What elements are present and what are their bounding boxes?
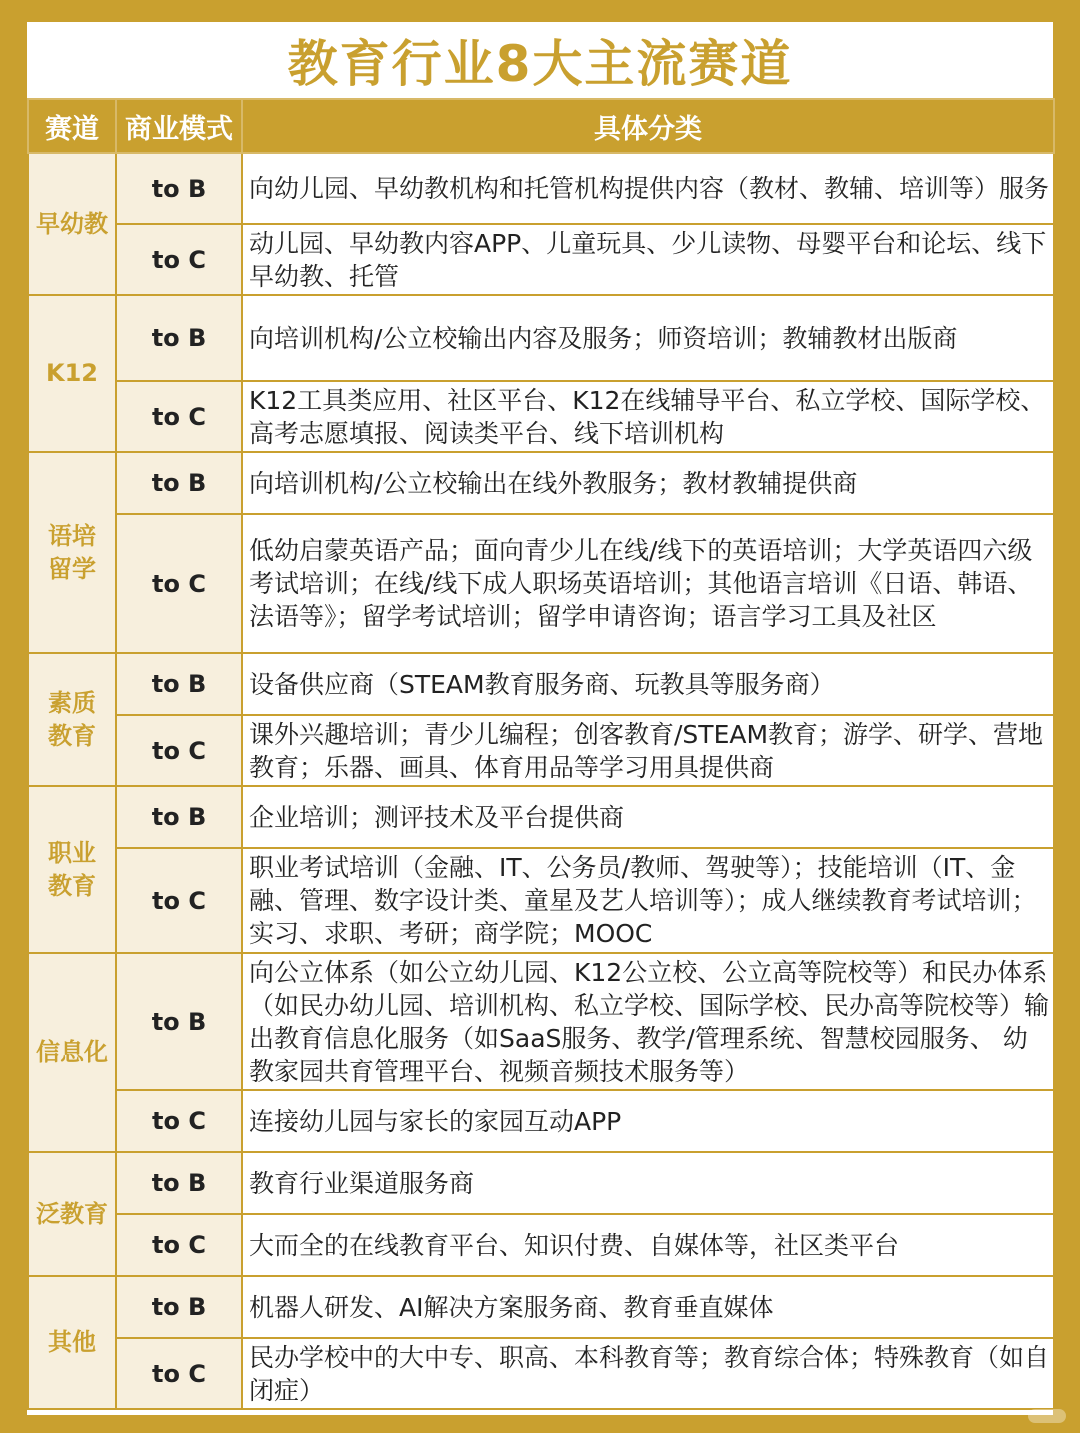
- business-model: to B: [116, 953, 242, 1090]
- detail-text: 民办学校中的大中专、职高、本科教育等；教育综合体；特殊教育（如自闭症）: [242, 1338, 1054, 1409]
- detail-text: 设备供应商（STEAM教育服务商、玩教具等服务商）: [242, 653, 1054, 715]
- table-row: [28, 1090, 1054, 1152]
- detail-text: 向培训机构/公立校输出在线外教服务；教材教辅提供商: [242, 452, 1054, 514]
- business-model: to C: [116, 1338, 242, 1409]
- business-model: to B: [116, 653, 242, 715]
- track-name: 其他: [28, 1276, 116, 1409]
- business-model: to C: [116, 1214, 242, 1276]
- table-row: [28, 452, 1054, 514]
- detail-text: 机器人研发、AI解决方案服务商、教育垂直媒体: [242, 1276, 1054, 1338]
- track-name: K12: [28, 295, 116, 452]
- table-row: [28, 1338, 1054, 1409]
- page-title: 教育行业8大主流赛道: [287, 35, 793, 93]
- table-row: [28, 224, 1054, 295]
- detail-text: 大而全的在线教育平台、知识付费、自媒体等，社区类平台: [242, 1214, 1054, 1276]
- title-bar: [27, 22, 1053, 98]
- table-row: [28, 1214, 1054, 1276]
- table-row: [28, 715, 1054, 786]
- table-row: [28, 953, 1054, 1090]
- detail-text: 教育行业渠道服务商: [242, 1152, 1054, 1214]
- track-name: 泛教育: [28, 1152, 116, 1276]
- track-label: 语培留学: [48, 521, 96, 583]
- track-name: [28, 653, 116, 786]
- detail-text: K12工具类应用、社区平台、K12在线辅导平台、私立学校、国际学校、高考志愿填报、阅读类平台、线下培训机构: [242, 381, 1054, 452]
- table-row: [28, 1152, 1054, 1214]
- business-model: to C: [116, 715, 242, 786]
- business-model: to C: [116, 848, 242, 953]
- business-model: to B: [116, 786, 242, 848]
- track-name: 早幼教: [28, 153, 116, 295]
- table-row: [28, 153, 1054, 224]
- education-tracks-table: [27, 98, 1055, 1410]
- business-model: to C: [116, 224, 242, 295]
- detail-text: 低幼启蒙英语产品；面向青少儿在线/线下的英语培训；大学英语四六级考试培训；在线/线下成人职场英语培训；其他语言培训《日语、韩语、法语等》；留学考试培训；留学申请咨询；语言学习工具及社区: [242, 514, 1054, 653]
- business-model: to B: [116, 295, 242, 381]
- detail-text: 动儿园、早幼教内容APP、儿童玩具、少儿读物、母婴平台和论坛、线下早幼教、托管: [242, 224, 1054, 295]
- business-model: to C: [116, 381, 242, 452]
- track-name: 信息化: [28, 953, 116, 1152]
- business-model: to B: [116, 1152, 242, 1214]
- business-model: to B: [116, 452, 242, 514]
- business-model: to B: [116, 153, 242, 224]
- detail-text: 企业培训；测评技术及平台提供商: [242, 786, 1054, 848]
- detail-text: 向培训机构/公立校输出内容及服务；师资培训；教辅教材出版商: [242, 295, 1054, 381]
- table-row: [28, 295, 1054, 381]
- detail-text: 向幼儿园、早幼教机构和托管机构提供内容（教材、教辅、培训等）服务: [242, 153, 1054, 224]
- track-label: 素质教育: [48, 688, 96, 750]
- business-model: to C: [116, 514, 242, 653]
- business-model: to B: [116, 1276, 242, 1338]
- detail-text: 课外兴趣培训；青少儿编程；创客教育/STEAM教育；游学、研学、营地教育；乐器、画具、体育用品等学习用具提供商: [242, 715, 1054, 786]
- watermark-mark: [1028, 1409, 1066, 1423]
- track-name: [28, 786, 116, 953]
- header-track: 赛道: [28, 99, 116, 153]
- detail-text: 向公立体系（如公立幼儿园、K12公立校、公立高等院校等）和民办体系（如民办幼儿园、培训机构、私立学校、国际学校、民办高等院校等）输出教育信息化服务（如SaaS服务、教学/管理系统、智慧校园服务、 幼教家园共育管理平台、视频音频技术服务等）: [242, 953, 1054, 1090]
- table-row: [28, 653, 1054, 715]
- header-business-model: 商业模式: [116, 99, 242, 153]
- table-row: [28, 381, 1054, 452]
- track-name: [28, 452, 116, 653]
- header-details: 具体分类: [242, 99, 1054, 153]
- table-row: [28, 1276, 1054, 1338]
- document-sheet: [27, 22, 1053, 1415]
- table-row: [28, 786, 1054, 848]
- table-header-row: [28, 99, 1054, 153]
- table-row: [28, 848, 1054, 953]
- track-label: 职业教育: [48, 838, 96, 900]
- detail-text: 连接幼儿园与家长的家园互动APP: [242, 1090, 1054, 1152]
- table-row: [28, 514, 1054, 653]
- detail-text: 职业考试培训（金融、IT、公务员/教师、驾驶等）；技能培训（IT、金融、管理、数字设计类、童星及艺人培训等）；成人继续教育考试培训；实习、求职、考研；商学院；MOOC: [242, 848, 1054, 953]
- business-model: to C: [116, 1090, 242, 1152]
